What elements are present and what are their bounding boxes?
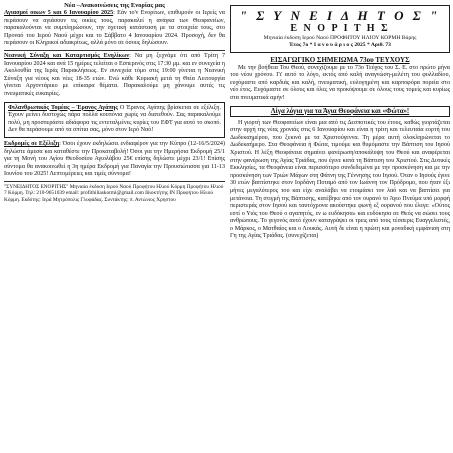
trip-head: Εκδρομές σε Εξέλιξη [4,140,60,147]
trip-paragraph [4,141,225,179]
youth-head: Νεανική Σύναξη και Καταρτισμός Ενηλίκων [4,52,130,59]
youth-body: : Να μη ξεχνάμε ότι από Τρίτη 7 Ιανουαρίου 2024 και ανά 15 ημέρες τελείται ο Εσπερινός στις 17:30 μμ. και εν συνεχεία η Ακολουθία της Ιεράς Παρακλήσεως. Εν συνεχεία τόμο στις 19:00 γίνεται η Νεανική Σύναξη για νέους και νέες 18-35 ετών. Ενώ κάθε Κυριακή μετά τη Θεία Λειτουργία γίνεται Αρχοντάρικο με επίκαιρα θέματα. Παρακαλούμε μη χάνουμε αυτές τις πνευματικές ευκαιρίες. [4,52,225,97]
masthead-publisher: Μηνιαία έκδοση Ιερού Ναού ΠΡΟΦΗΤΟΥ ΗΛΙΟΥ ΚΟΡΜΗ Βάρης [263,35,417,41]
charity-head: Φιλανθρωπικός Τομέας – Έρανος Αγάπης [8,104,118,111]
left-column [4,2,225,203]
intro-body: Με την βοήθεια Του Θεού, συνεχίζουμε με το 73ο Τεύχος του Σ. Ε. στο πρώτο μήνα του νέου χρόνου. Γι' αυτό το λόγο, εκτός από καλή αναγνώση-μελέτη του φυλλαδίου, ευχόμαστε από καρδιάς και καλή, πνευματική, ευλογημένη και καρποφόρα πορεία στο νέο έτος. Ευχόμαστε σε όλους και όλες να προκόψουμε σε όλους τους τομείς και κυρίως στα πνευματικά αμήν! [230,64,450,101]
trip-body: : Όσοι έχουν εκδηλώσει ενδιαφέρον για την Κύπρο (12-16/5/2024) δηλώστε άμεσα και καταθέστε την Προκαταβολή! Όσοι για την Ημερήσια Εκδρομή 25/1 για τη Μονή του Αγίου Θεοδοσίου Αγιολάβου 25€ επίσης δηλώστε μέχρι 23/1! Επίσης σύντομα θα ανακοινωθεί η 3η ημέρα Εκδρομή για Παναγία την Προυσιώτισσα για 11-13 Ιουνίου του 2025! Λεπτομέρειες και τιμές σύντομα! [4,140,225,178]
news-title: Νέα –Ανακοινώσεις της Ενορίας μας [64,2,165,9]
divider [4,181,225,182]
footer-colophon: "ΣΥΝΕΙΔΗΤΟΣ ΕΝΟΡΙΤΗΣ" Μηνιαία έκδοση Ιερού Ναού Προφήτου Ηλιού Κόρμη Προφήτου Ηλιού 7 Κόρμη. Τηλ: 210-9651039 email: profithiliaskormi@gmail.com Ιδιοκτήτης ΙΝ Προφήτου Ηλιού Κόρμη. Εκδότης: Ιερά Μητρόπολις Γλυφάδας. Συντάκτης: π. Αντώνιος Χρηστου [4,183,224,203]
masthead-title: " Σ Υ Ν Ε Ι Δ Η Τ Ο Σ " [239,8,441,23]
sanctifications-body: : Εάν το'ν Ενορίτων, επιθυμούν οι Ιερείς να περάσουν να αγιάσουν τις οικίες τους, παρακαλεί η ανάγκα των Θεοφανείων, παρακαλούνται να συμπληρώσουν, την σχετική κατάσταση με τα στοιχεία τους, στο Προναό του Ιερού Ναού μέχρι και το Σάββατο 4 Ιανουαρίου 2024. Προσοχή, δεν θα περάσουν οι Κληρικοί αδιακρίτως, αλλά μόνο σε όσους δηλώσουν. [4,10,225,47]
sanctifications-paragraph [4,10,225,48]
intro-title: ΕΙΣΑΓΩΓΙΚΟ ΣΗΜΕΙΩΜΑ 73ου ΤΕΥΧΟΥΣ [270,55,410,64]
divider [4,50,225,51]
charity-body: Ο Έρανος Αγάπης βρίσκεται σε εξέλιξη. Έχουν μείνει δυστυχώς πάρα πολλά κουπόνια χωρίς να διατεθούν. Σας παρακαλούμε πολύ, μη προσπεράστε αδιάφορα τις εντεταλμένες κυρίες του ΕΦΤ για αυτό το σκοπό. Δεν θα περάσουμε από τα σπίτια σας, μόνο στον Ιερό Ναό! [8,104,222,134]
masthead-subtitle: Ε Ν Ο Ρ Ι Τ Η Σ [290,23,390,34]
right-column [230,2,450,241]
youth-paragraph [4,53,225,99]
masthead [230,5,450,53]
sanctifications-head: Αγιασμοί οικων 5 και 6 Ιανουαρίου 2025 [4,10,114,16]
charity-paragraph [8,105,221,135]
article-body: Η γιορτή των Θεοφανείων είναι μια από τις Δεσποτικές του έτους, καθώς γιορτάζεται στην αρχή της νέας χρονιάς στις 6 Ιανουαρίου και είναι η τρίτη και τελευταία εορτή του Δωδεκαημέρου, που ξεκινά με τα Χριστούγεννα. Τη μέρα αυτή ολοκληρώνεται το Δωδεκαήμερο. Στα Θεοφάνεια ή Φώτα, τιμούμε και θυμόμαστε την Βάπτιση του Ιησού Χριστού. Η λέξη Θεοφάνεια σημαίνει φανέρωση/αποκάλυψη του Θεού και αναφέρεται στην φανέρωση της Αγίας Τριάδας, που έγινε κατά τη Βάπτιση του Χριστού. Στις Δυτικές Εκκλησίες, τα Θεοφάνεια είναι περισσότερο συνδεδεμένα με την προσκύνηση και με την προσκύνηση των Τριών Μάγων στη Φάτνη της Γέννησης του Ιησού. Όταν ο Ιησούς έγινε 30 ετών βαπτίστηκε στον Ιορδάνη Ποταμό από τον Ιωάννη τον Πρόδρομο, που ήταν έξι μήνες μεγαλύτερος του και είχε αναλάβει να ετοιμάσει τον λαό και να βαπτίσει για μετάνοια. Τη στιγμή της Βάπτισης, κατέβηκε από τον ουρανό το Άγιο Πνεύμα υπό μορφή περιστεράς στον Ιησού και ταυτόχρονα ακούστηκε φωνή εξ ουρανού που έλεγε: «Ούτος εστί ο Υιός του Θεού ο αγαπητός, εν ω ευδόκησα» και ευδόκησα σε Θεός να σώσει τους ανθρώπους. Το γεγονός αυτό έχουν καταγράψει οι τρεις από τους τέσσερις Ευαγγελιστές, ο Μάρκος, ο Ματθαίος και ο Λουκάς. Αυτή δε είναι η πρώτη και μοναδική εμφάνιση στη Γη της Αγίας Τριάδας. (συνεχίζεται) [230,119,450,240]
article-title: Λίγα λόγια για τα Άγια Θεοφάνεια και «Φώτα»! [230,106,450,117]
charity-box [4,102,225,138]
masthead-issue: Έτος 7ο * Ι α ν ο υ ά ρ ι ο ς 2025 * Αριθ. 73 [289,41,391,48]
